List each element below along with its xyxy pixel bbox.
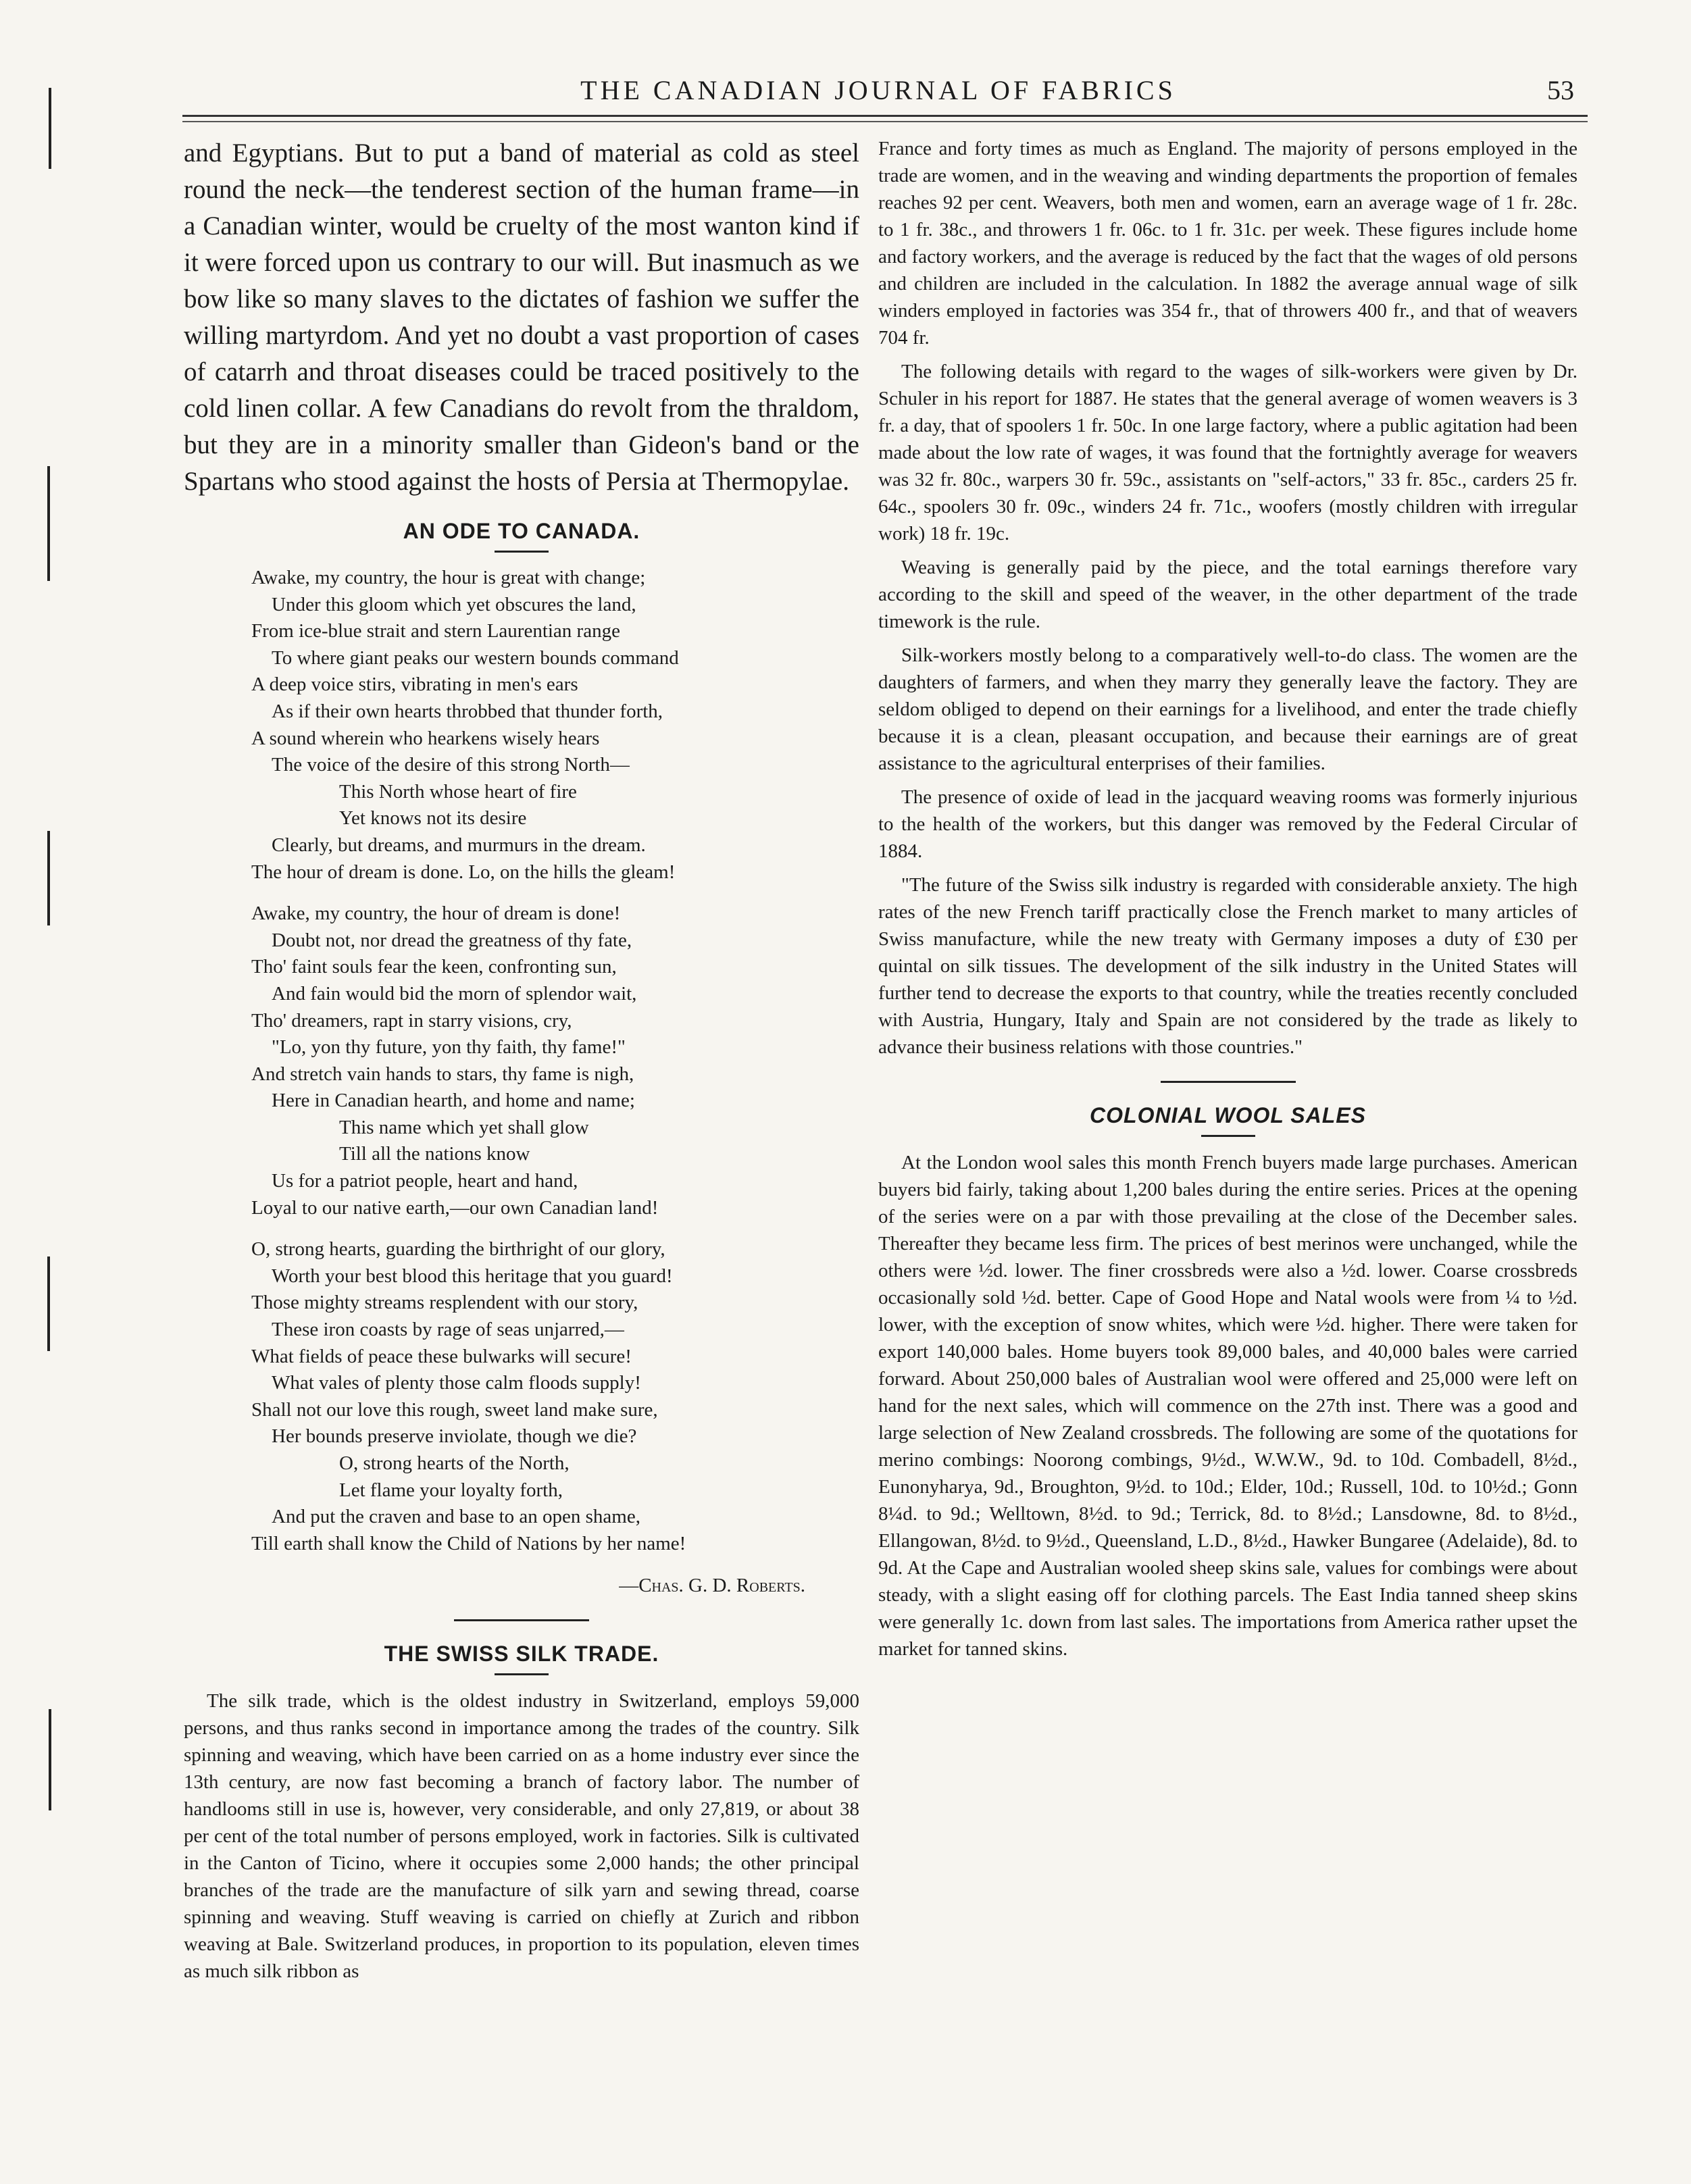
right-column [878,135,1578,1669]
margin-mark [47,831,50,925]
poem-signature: —Chas. G. D. Roberts. [619,1575,805,1597]
intro-paragraph: and Egyptians. But to put a band of material as cold as steel round the neck—the tenderest section of the human frame—in a Canadian winter, would be cruelty of the most wanton kind if it were forced upon us contrary to our will. But inasmuch as we bow like so many slaves to the dictates of fashion we suffer the willing martyrdom. And yet no doubt a vast proportion of cases of catarrh and throat diseases could be traced positively to the cold linen collar. A few Canadians do revolt from the thraldom, but they are in a minority smaller than Gideon's band or the Spartans who stood against the hosts of Persia at Thermopylae. [184,138,859,496]
poem-line: Shall not our love this rough, sweet land make sure, [251,1398,658,1421]
page-header [182,74,1574,108]
poem-line: Awake, my country, the hour is great with change; [251,567,646,588]
section-separator [454,1619,589,1621]
wool-paragraph: At the London wool sales this month French buyers made large purchases. American buyers bid fairly, taking about 1,200 bales during the entire series. Prices at the opening of the series were on a par with those prevailing at the close of the December sales. Thereafter they became less firm. The prices of best merinos were unchanged, while the others were ½d. lower. The finer crossbreds were also a ½d. lower. Coarse crossbreds occasionally sold ½d. better. Cape of Good Hope and Natal wools were from ¼ to ½d. lower, with the exception of snow whites, which were ½d. higher. There were taken for export 140,000 bales. Home buyers took 89,000 bales, and 40,000 bales were carried forward. About 250,000 bales of Australian wool were offered and 25,000 were left on hand for the next sales, which will commence on the 27th inst. There was a good and large selection of New Zealand crossbreds. The following are some of the quotations for merino combings: Noorong combings, 9½d., W.W.W., 9d. to 10d. Combadell, 8½d., Eunonyharya, 9d., Broughton, 9½d. to 10d.; Elder, 10d.; Russell, 10d. to 10½d.; Gonn 8¼d. to 9d.; Welltown, 8½d. to 9d.; Terrick, 8d. to 8½d.; Lansdowne, 8d. to 8½d., Ellangowan, 8½d. to 9½d., Queensland, L.D., 8½d., Hawker Bungaree (Adelaide), 8d. to 9d. At the Cape and Australian wooled sheep skins sale, values for combings were about steady, with a slight easing off for clothing parcels. The East India tanned sheep skins were generally 1c. down from last sales. The importations from America rather upset the market for tanned skins. [878,1152,1578,1660]
poem-line: This North whose heart of fire [339,780,577,803]
left-column [184,135,859,1991]
poem-line: The hour of dream is done. Lo, on the hills the gleam! [251,861,676,883]
poem-line: Tho' dreamers, rapt in starry visions, cry, [251,1009,572,1032]
poem-line: And fain would bid the morn of splendor wait, [272,982,637,1005]
poem-line: "Lo, yon thy future, yon thy faith, thy fame!" [272,1036,626,1059]
heading-dash [495,551,549,553]
swiss-paragraph: The silk trade, which is the oldest industry in Switzerland, employs 59,000 persons, and thus ranks second in importance among the trades of the country. Silk spinning and weaving, which have been carried on as a home industry ever since the 13th century, are now fast becoming a branch of factory labor. The number of handlooms still in use is, however, very considerable, and only 27,819, or about 38 per cent of the total number of persons employed, work in factories. Silk is cultivated in the Canton of Ticino, where it occupies some 2,000 hands; the other principal branches of the trade are the manufacture of silk yarn and sewing thread, coarse spinning and weaving. Stuff weaving is carried on chiefly at Zurich and ribbon weaving at Bale. Switzerland produces, in proportion to its population, eleven times as much silk ribbon as [184,1690,859,1983]
poem-line: Till all the nations know [339,1143,530,1165]
margin-mark [47,466,50,581]
swiss-cont-paragraph: "The future of the Swiss silk industry is regarded with considerable anxiety. The high rates of the new French tariff practically close the French market to many articles of Swiss manufacture, while the new treaty with Germany imposes a duty of £30 per quintal on silk tissues. The development of the silk industry in the United States will further tend to decrease the exports to that country, while the treaties recently concluded with Austria, Hungary, Italy and Spain are not considered by the trade as likely to advance their business relations with those countries." [878,874,1578,1058]
poem-line: From ice-blue strait and stern Laurentian range [251,620,620,642]
poem-line: Till earth shall know the Child of Nations by her name! [251,1532,686,1554]
poem-line: This name which yet shall glow [339,1116,589,1138]
poem-line: What vales of plenty those calm floods supply! [272,1372,641,1394]
poem-line: And stretch vain hands to stars, thy fame is nigh, [251,1063,634,1085]
poem-line: Here in Canadian hearth, and home and name; [272,1090,635,1112]
poem-line: Under this gloom which yet obscures the land, [272,593,636,615]
page-number: 53 [1547,75,1574,105]
poem-line: As if their own hearts throbbed that thunder forth, [272,700,663,722]
poem-line: A deep voice stirs, vibrating in men's ears [251,674,578,696]
poem-stanza [184,900,859,1221]
poem-line: These iron coasts by rage of seas unjarred,— [272,1319,624,1341]
poem-line: Loyal to our native earth,—our own Canadian land! [251,1196,659,1219]
poem-line: What fields of peace these bulwarks will secure! [251,1345,632,1367]
poem-line: Awake, my country, the hour of dream is done! [251,903,621,925]
heading-dash [495,1673,549,1675]
swiss-cont-paragraph: Silk-workers mostly belong to a comparatively well-to-do class. The women are the daughters of farmers, and when they marry they generally leave the factory. They are seldom obliged to depend on their earnings for a livelihood, and enter the trade chiefly because it is a clean, pleasant occupation, and because their earnings are of great assistance to the agricultural enterprises of their families. [878,644,1578,774]
poem-line: Us for a patriot people, heart and hand, [272,1170,578,1192]
heading-dash [1201,1135,1255,1137]
swiss-cont-paragraph: France and forty times as much as England. The majority of persons employed in the trade are women, and in the weaving and winding departments the proportion of females reaches 92 per cent. Weavers, both men and women, earn an average wage of 1 fr. 28c. to 1 fr. 38c., and throwers 1 fr. 06c. to 1 fr. 31c. per week. These figures include home and factory workers, and the average is reduced by the fact that the wages of old persons and children are included in the calculation. In 1882 the average annual wage of silk winders employed in factories was 354 fr., that of throwers 400 fr., and that of weavers 704 fr. [878,138,1578,349]
poem-line: Doubt not, nor dread the greatness of thy fate, [272,929,632,951]
poem-line: Let flame your loyalty forth, [339,1479,563,1501]
poem-line: Her bounds preserve inviolate, though we die? [272,1425,637,1448]
poem-line: And put the craven and base to an open shame, [272,1506,640,1528]
poem-line: Worth your best blood this heritage that you guard! [272,1265,673,1287]
swiss-cont-paragraph: The presence of oxide of lead in the jacquard weaving rooms was formerly injurious to the health of the workers, but this danger was removed by the Federal Circular of 1884. [878,786,1578,862]
ode-heading: AN ODE TO CANADA. [403,519,640,543]
poem-line: O, strong hearts, guarding the birthright of our glory, [251,1238,665,1261]
poem-line: O, strong hearts of the North, [339,1452,570,1474]
margin-mark [49,1709,51,1810]
poem-stanza [184,565,859,886]
journal-title: THE CANADIAN JOURNAL OF FABRICS [580,75,1176,105]
swiss-cont-paragraph: Weaving is generally paid by the piece, and the total earnings therefore vary according to the skill and speed of the weaver, in the other department of the trade timework is the rule. [878,557,1578,632]
ode-poem [184,565,859,1557]
poem-line: A sound wherein who hearkens wisely hears [251,727,600,749]
wool-heading: COLONIAL WOOL SALES [1090,1103,1366,1127]
margin-mark [49,88,51,169]
section-separator [1161,1081,1296,1083]
poem-stanza [184,1236,859,1557]
poem-line: The voice of the desire of this strong North— [272,754,630,776]
swiss-cont-paragraph: The following details with regard to the wages of silk-workers were given by Dr. Schuler in his report for 1887. He states that the general average of women weavers is 3 fr. a day, that of spoolers 1 fr. 50c. In one large factory, where a public agitation had been made about the low rate of wages, it was found that the fortnightly average for weavers was 32 fr. 80c., warpers 30 fr. 59c., assistants on "self-actors," 33 fr. 85c., carders 25 fr. 64c., spoolers 30 fr. 09c., winders 24 fr. 71c., woofers (mostly children with irregular work) 18 fr. 19c. [878,361,1578,544]
poem-line: Those mighty streams resplendent with our story, [251,1292,638,1314]
header-rule [182,115,1588,122]
poem-line: Yet knows not its desire [339,807,527,830]
swiss-heading: THE SWISS SILK TRADE. [384,1642,659,1667]
poem-line: To where giant peaks our western bounds command [272,646,679,669]
margin-mark [47,1256,50,1351]
poem-line: Tho' faint souls fear the keen, confronting sun, [251,956,617,978]
poem-line: Clearly, but dreams, and murmurs in the dream. [272,834,646,856]
